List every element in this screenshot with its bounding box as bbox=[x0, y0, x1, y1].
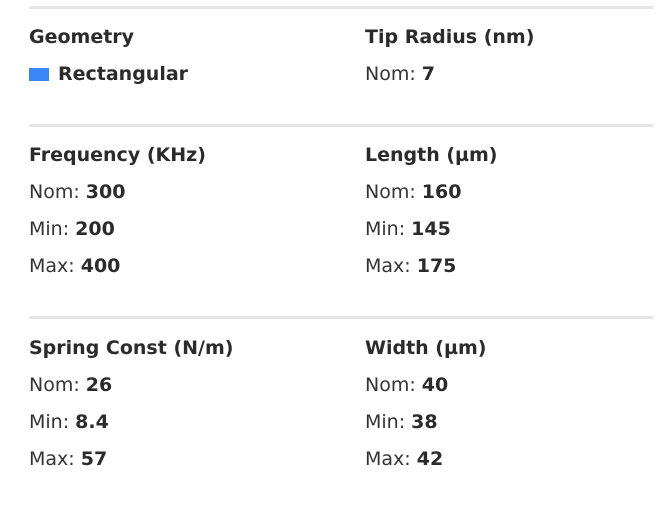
min-label: Min: bbox=[365, 411, 412, 433]
nom-label: Nom: bbox=[365, 181, 422, 203]
width-nom-value: 40 bbox=[421, 374, 449, 396]
section-divider-bottom bbox=[29, 316, 653, 319]
section-divider-top bbox=[29, 6, 653, 9]
length-nom-row bbox=[365, 180, 498, 204]
frequency-nom-row bbox=[29, 180, 206, 204]
section-divider-middle bbox=[29, 124, 653, 127]
width-min-row bbox=[365, 410, 486, 434]
max-label: Max: bbox=[365, 448, 417, 470]
tip-radius-nom-value: 7 bbox=[421, 63, 436, 85]
spring-const-min-value: 8.4 bbox=[75, 411, 109, 433]
frequency-spec bbox=[29, 143, 206, 278]
spring-const-heading: Spring Const (N/m) bbox=[29, 337, 234, 359]
spring-const-max-value: 57 bbox=[80, 448, 108, 470]
spring-const-spec bbox=[29, 336, 233, 471]
width-heading: Width (µm) bbox=[365, 337, 487, 359]
spring-const-nom-value: 26 bbox=[85, 374, 113, 396]
frequency-max-row bbox=[29, 254, 206, 278]
length-heading: Length (µm) bbox=[365, 144, 498, 166]
min-label: Min: bbox=[29, 411, 76, 433]
tip-radius-nom-row bbox=[365, 62, 534, 86]
frequency-nom-value: 300 bbox=[85, 181, 126, 203]
min-label: Min: bbox=[365, 218, 412, 240]
length-max-value: 175 bbox=[416, 255, 457, 277]
length-min-row bbox=[365, 217, 498, 241]
max-label: Max: bbox=[365, 255, 417, 277]
length-min-value: 145 bbox=[411, 218, 451, 240]
width-max-value: 42 bbox=[416, 448, 444, 470]
length-nom-value: 160 bbox=[421, 181, 462, 203]
tip-radius-spec bbox=[365, 25, 534, 86]
spring-const-min-row bbox=[29, 410, 233, 434]
max-label: Max: bbox=[29, 255, 81, 277]
nom-label: Nom: bbox=[365, 374, 422, 396]
nom-label: Nom: bbox=[29, 181, 86, 203]
frequency-heading: Frequency (KHz) bbox=[29, 144, 206, 166]
width-spec bbox=[365, 336, 486, 471]
frequency-max-value: 400 bbox=[80, 255, 121, 277]
spring-const-max-row bbox=[29, 447, 233, 471]
geometry-spec bbox=[29, 25, 188, 86]
nom-label: Nom: bbox=[29, 374, 86, 396]
frequency-min-value: 200 bbox=[75, 218, 115, 240]
length-spec bbox=[365, 143, 498, 278]
width-nom-row bbox=[365, 373, 486, 397]
geometry-value: Rectangular bbox=[58, 63, 189, 85]
nom-label: Nom: bbox=[365, 63, 422, 85]
length-max-row bbox=[365, 254, 498, 278]
geometry-color-swatch bbox=[29, 68, 49, 81]
tip-radius-heading: Tip Radius (nm) bbox=[365, 26, 535, 48]
width-max-row bbox=[365, 447, 486, 471]
spring-const-nom-row bbox=[29, 373, 233, 397]
geometry-heading: Geometry bbox=[29, 26, 135, 48]
frequency-min-row bbox=[29, 217, 206, 241]
min-label: Min: bbox=[29, 218, 76, 240]
geometry-value-row bbox=[29, 62, 188, 86]
width-min-value: 38 bbox=[411, 411, 438, 433]
max-label: Max: bbox=[29, 448, 81, 470]
